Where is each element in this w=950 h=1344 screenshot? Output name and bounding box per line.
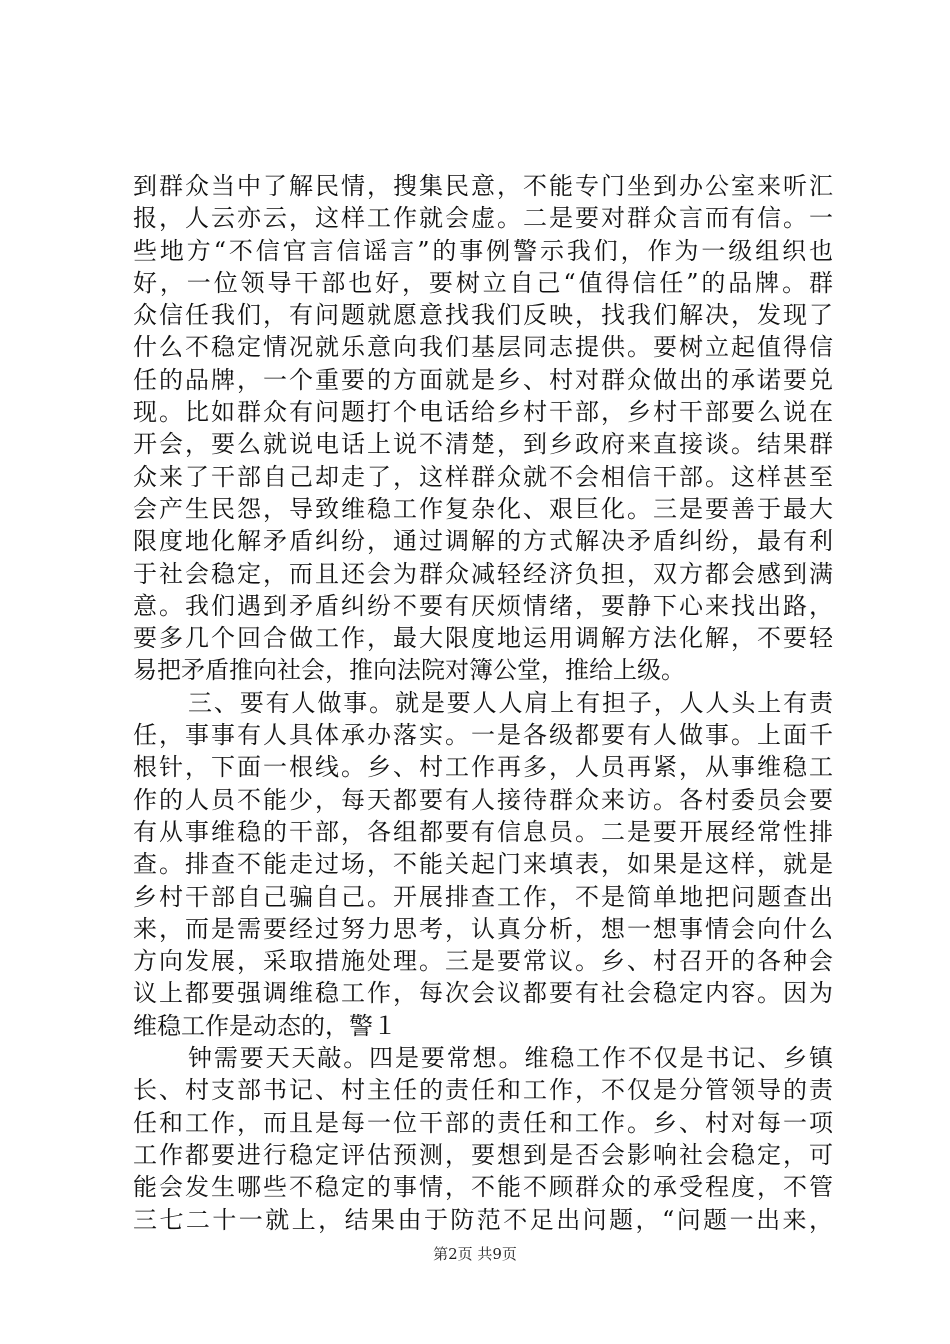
text-line: 来，而是需要经过努力思考，认真分析，想一想事情会向什么 <box>133 914 833 943</box>
text-line: 根针，下面一根线。乡、村工作再多，人员再紧，从事维稳工 <box>133 753 833 782</box>
text-line: 众来了干部自己却走了，这样群众就不会相信干部。这样甚至 <box>133 462 833 491</box>
text-line: 到群众当中了解民情，搜集民意，不能专门坐到办公室来听汇 <box>133 172 833 200</box>
text-line: 报，人云亦云，这样工作就会虚。二是要对群众言而有信。一 <box>133 204 833 233</box>
text-line: 三七二十一就上，结果由于防范不足出问题，“问题一出来， <box>133 1205 833 1234</box>
text-line: 有从事维稳的干部，各组都要有信息员。二是要开展经常性排 <box>133 817 833 846</box>
text-line: 什么不稳定情况就乐意向我们基层同志提供。要树立起值得信 <box>133 333 833 362</box>
text-line: 长、村支部书记、村主任的责任和工作，不仅是分管领导的责 <box>133 1076 833 1105</box>
page-number-footer: 第2页 共9页 <box>433 1245 517 1263</box>
text-line: 查。排查不能走过场，不能关起门来填表，如果是这样，就是 <box>133 850 833 879</box>
text-line: 好，一位领导干部也好，要树立自己“值得信任”的品牌。群 <box>133 268 833 297</box>
text-line: 方向发展，采取措施处理。三是要常议。乡、村召开的各种会 <box>133 947 833 976</box>
text-line: 于社会稳定，而且还会为群众减轻经济负担，双方都会感到满 <box>133 559 833 588</box>
text-line: 任和工作，而且是每一位干部的责任和工作。乡、村对每一项 <box>133 1108 833 1137</box>
text-line: 些地方“不信官言信谣言”的事例警示我们，作为一级组织也 <box>133 236 833 265</box>
text-line: 开会，要么就说电话上说不清楚，到乡政府来直接谈。结果群 <box>133 430 833 459</box>
text-line: 任的品牌，一个重要的方面就是乡、村对群众做出的承诺要兑 <box>133 365 833 394</box>
text-line: 议上都要强调维稳工作，每次会议都要有社会稳定内容。因为 <box>133 979 833 1008</box>
text-line: 维稳工作是动态的，警１ <box>133 1011 397 1040</box>
text-line: 易把矛盾推向社会，推向法院对簿公堂，推给上级。 <box>133 656 685 685</box>
text-line: 工作都要进行稳定评估预测，要想到是否会影响社会稳定，可 <box>133 1140 833 1169</box>
text-line: 乡村干部自己骗自己。开展排查工作，不是简单地把问题查出 <box>133 882 833 911</box>
paragraph-start-line: 钟需要天天敲。四是要常想。维稳工作不仅是书记、乡镇 <box>188 1044 833 1073</box>
text-line: 能会发生哪些不稳定的事情，不能不顾群众的承受程度，不管 <box>133 1173 833 1202</box>
text-line: 限度地化解矛盾纠纷，通过调解的方式解决矛盾纠纷，最有利 <box>133 527 833 556</box>
text-line: 意。我们遇到矛盾纠纷不要有厌烦情绪，要静下心来找出路， <box>133 591 833 620</box>
text-line: 现。比如群众有问题打个电话给乡村干部，乡村干部要么说在 <box>133 398 833 427</box>
text-line: 会产生民怨，导致维稳工作复杂化、艰巨化。三是要善于最大 <box>133 494 833 523</box>
text-line: 作的人员不能少，每天都要有人接待群众来访。各村委员会要 <box>133 785 833 814</box>
text-line: 众信任我们，有问题就愿意找我们反映，找我们解决，发现了 <box>133 301 833 330</box>
text-line: 要多几个回合做工作，最大限度地运用调解方法化解，不要轻 <box>133 624 833 653</box>
text-line: 任，事事有人具体承办落实。一是各级都要有人做事。上面千 <box>133 721 833 750</box>
paragraph-start-line: 三、要有人做事。就是要人人肩上有担子，人人头上有责 <box>188 688 833 717</box>
document-body <box>133 170 833 1236</box>
